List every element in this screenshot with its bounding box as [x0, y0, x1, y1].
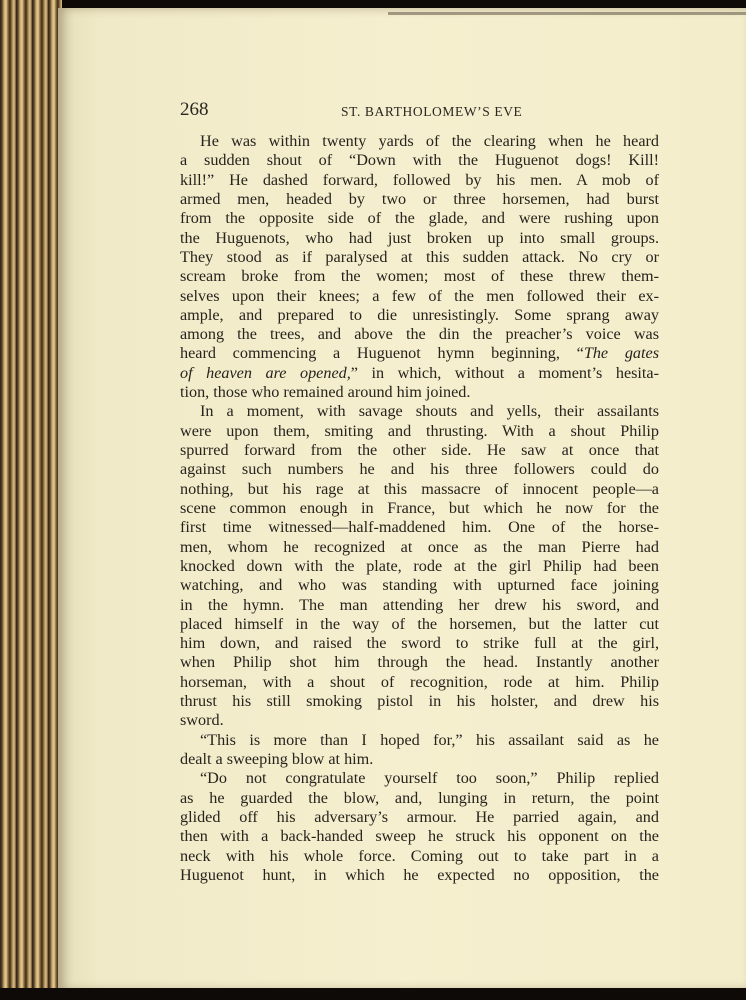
text-line: scene common enough in France, but which he now for the: [180, 498, 659, 517]
top-rule: [388, 12, 746, 15]
running-head: ST. BARTHOLOMEW’S EVE: [341, 104, 523, 119]
bottom-shadow: [0, 988, 746, 1000]
text-fragment: ” in which, without a moment’s hesita-: [350, 363, 660, 382]
text-line: tion, those who remained around him joined.: [180, 383, 471, 402]
hymn-title-part-2: of heaven are opened,: [180, 363, 351, 382]
text-line: selves upon their knees; a few of the men followed their ex-: [180, 286, 659, 305]
text-line: armed men, headed by two or three horsemen, had burst: [180, 189, 659, 208]
page-number: 268: [180, 99, 209, 120]
text-line: placed himself in the way of the horsemen, but the latter cut: [180, 614, 659, 633]
text-line: He was within twenty yards of the clearing when he heard: [200, 132, 659, 150]
book-page-edges: [0, 0, 62, 1000]
text-line: then with a back-handed sweep he struck his opponent on the: [180, 827, 659, 846]
text-line: sword.: [180, 711, 224, 730]
text-line: ample, and prepared to die unresistingly. Some sprang away: [180, 305, 659, 324]
text-line: a sudden shout of “Down with the Huguenot dogs! Kill!: [180, 151, 659, 170]
text-line: as he guarded the blow, and, lunging in return, the point: [180, 788, 659, 807]
text-line: knocked down with the plate, rode at the girl Philip had been: [180, 556, 659, 575]
text-line: among the trees, and above the din the preacher’s voice was: [180, 325, 659, 344]
text-line: kill!” He dashed forward, followed by his men. A mob of: [180, 170, 659, 189]
text-line: They stood as if paralysed at this sudden attack. No cry or: [180, 247, 659, 266]
text-line: the Huguenots, who had just broken up into small groups.: [180, 228, 659, 247]
hymn-title-part-1: The gates: [583, 344, 659, 363]
text-line: “This is more than I hoped for,” his assailant said as he: [200, 730, 659, 749]
text-line: glided off his adversary’s armour. He parried again, and: [180, 807, 659, 826]
text-line: [180, 364, 659, 383]
text-line: nothing, but his rage at this massacre of innocent people—a: [180, 479, 659, 498]
text-line: [180, 344, 659, 363]
text-line: neck with his whole force. Coming out to take part in a: [180, 846, 659, 865]
text-line: from the opposite side of the glade, and were rushing upon: [180, 209, 659, 228]
text-line: In a moment, with savage shouts and yells, their assailants: [200, 402, 659, 421]
text-line: in the hymn. The man attending her drew his sword, and: [180, 595, 659, 614]
text-line: when Philip shot him through the head. Instantly another: [180, 653, 659, 672]
text-line: him down, and raised the sword to strike full at the girl,: [180, 634, 659, 653]
text-line: horseman, with a shout of recognition, rode at him. Philip: [180, 672, 659, 691]
text-line: “Do not congratulate yourself too soon,” Philip replied: [200, 769, 659, 788]
text-line: dealt a sweeping blow at him.: [180, 750, 374, 768]
text-line: scream broke from the women; most of these threw them-: [180, 267, 659, 286]
text-line: were upon them, smiting and thrusting. With a shout Philip: [180, 421, 659, 440]
text-line: against such numbers he and his three followers could do: [180, 460, 659, 479]
text-line: men, whom he recognized at once as the man Pierre had: [180, 537, 659, 556]
text-line: Huguenot hunt, in which he expected no opposition, the: [180, 865, 659, 884]
text-line: thrust his still smoking pistol in his holster, and drew his: [180, 692, 659, 711]
text-line: spurred forward from the other side. He saw at once that: [180, 441, 659, 459]
text-fragment: heard commencing a Huguenot hymn beginning, “: [180, 344, 584, 363]
text-line: watching, and who was standing with upturned face joining: [180, 576, 659, 595]
text-line: first time witnessed—half-maddened him. One of the horse-: [180, 518, 659, 537]
body-text: [180, 132, 659, 885]
